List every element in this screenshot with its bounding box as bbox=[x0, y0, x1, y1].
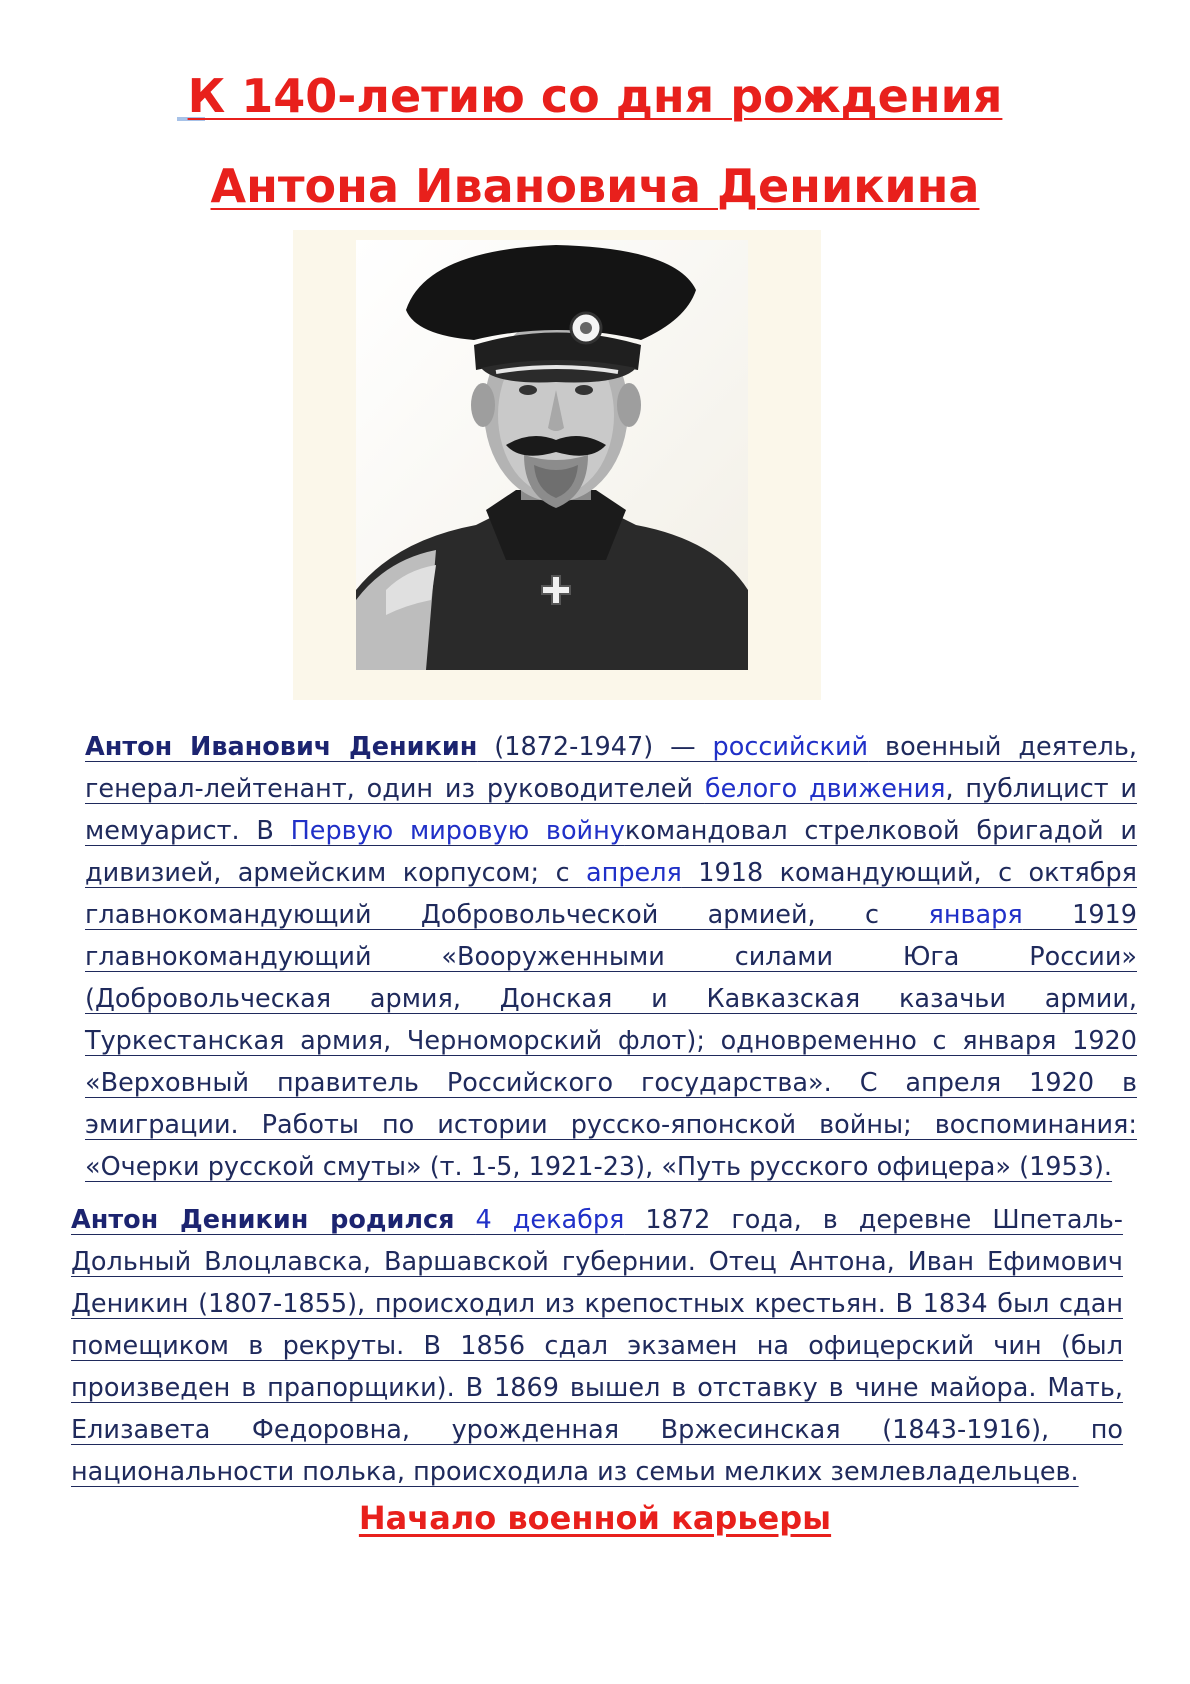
birth-paragraph: Антон Деникин родился 4 декабря 1872 года, в деревне Шпеталь-Дольный Влоцлавска, Варшавской губернии. Отец Антона, Иван Ефимович Деникин (1807-1855), происходил из крепостных крестьян. В 1834 был сдан помещиком в рекруты. В 1856 сдал экзамен на офицерский чин (был произведен в прапорщики). В 1869 вышел в отставку в чине майора. Мать, Елизавета Федоровна, урожденная Вржесинская (1843-1916), по национальности полька, происходила из семьи мелких землевладельцев. bbox=[71, 1205, 1123, 1487]
birth-lead: Антон Деникин родился bbox=[71, 1205, 455, 1235]
link-birth-date[interactable]: 4 декабря bbox=[475, 1205, 625, 1235]
page-title-line1: К 140-летию со дня рождения bbox=[187, 69, 1003, 123]
portrait-photo-icon bbox=[356, 240, 748, 670]
biography-paragraph: Антон Иванович Деникин (1872-1947) — российский военный деятель, генерал-лейтенант, один из руководителей белого движения, публицист и мемуарист. В Первую мировую войнукомандовал стрелковой бригадой и дивизией, армейским корпусом; с апреля 1918 командующий, с октября главнокомандующий Добровольческой армией, с января 1919 главнокомандующий «Вооруженными силами Юга России» (Добровольческая армия, Донская и Кавказская казачьи армии, Туркестанская армия, Черноморский флот); одновременно с января 1920 «Верховный правитель Российского государства». С апреля 1920 в эмиграции. Работы по истории русско-японской войны; воспоминания: «Очерки русской смуты» (т. 1-5, 1921-23), «Путь русского офицера» (1953). bbox=[85, 732, 1137, 1182]
page-title-line2: Антона Ивановича Деникина bbox=[210, 159, 980, 213]
subject-name: Антон Иванович Деникин bbox=[85, 732, 478, 762]
link-first-world-war[interactable]: Первую мировую войну bbox=[290, 816, 625, 846]
link-white-movement[interactable]: белого движения bbox=[704, 774, 946, 804]
section-heading: Начало военной карьеры bbox=[358, 1499, 832, 1537]
link-russian[interactable]: российский bbox=[712, 732, 869, 762]
link-january[interactable]: января bbox=[928, 900, 1023, 930]
link-april[interactable]: апреля bbox=[586, 858, 682, 888]
